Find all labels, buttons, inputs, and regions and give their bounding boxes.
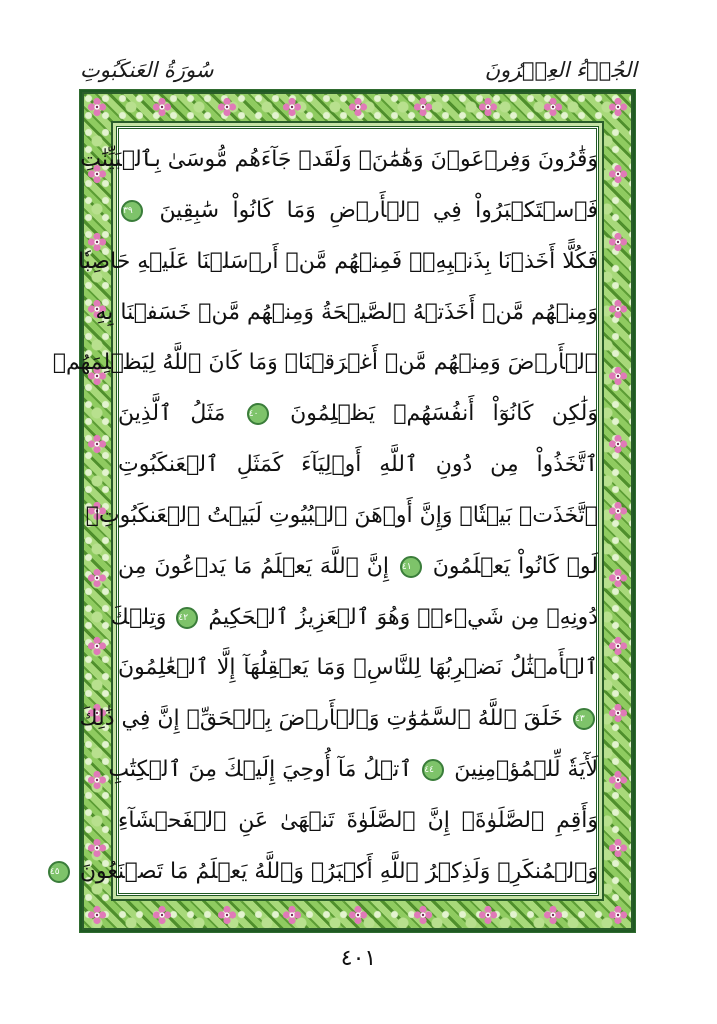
ayah-end-marker-icon — [176, 607, 198, 629]
line-text-after: إِنَّ ٱللَّهَ يَعۡلَمُ مَا يَدۡعُونَ مِن — [118, 553, 389, 579]
ayah-number: ٤٣ — [575, 714, 585, 725]
pink-flower-icon — [608, 838, 628, 858]
verse-line-4 — [95, 293, 598, 333]
ayah-end-marker-icon — [422, 759, 444, 781]
pink-flower-icon — [608, 568, 628, 588]
verse-line-14 — [118, 801, 598, 841]
pink-flower-icon — [608, 366, 628, 386]
line-text: ٱلۡأَرۡضَ وَمِنۡهُم مَّنۡ أَغۡرَقۡنَاۚ وَمَا كَانَ ٱللَّهُ لِيَظۡلِمَهُمۡ — [52, 350, 598, 376]
surah-name: سُورَةُ العَنكَبُوتِ — [80, 58, 214, 82]
pink-flower-icon — [608, 232, 628, 252]
verse-line-9 — [118, 547, 598, 587]
ayah-end-marker-icon — [247, 403, 269, 425]
line-text: وَٱلۡمُنكَرِۗ وَلَذِكۡرُ ٱللَّهِ أَكۡبَرُۗ وَٱللَّهُ يَعۡلَمُ مَا تَصۡنَعُونَ — [79, 858, 598, 884]
ayah-number: ٤١ — [401, 561, 412, 572]
ayah-end-marker-icon — [573, 708, 595, 730]
pink-flower-icon — [217, 905, 237, 925]
pink-flower-icon — [608, 164, 628, 184]
line-text: وَأَقِمِ ٱلصَّلَوٰةَۖ إِنَّ ٱلصَّلَوٰةَ تَنۡهَىٰ عَنِ ٱلۡفَحۡشَآءِ — [118, 807, 598, 833]
pink-flower-icon — [152, 97, 172, 117]
verse-line-5 — [52, 343, 598, 383]
pink-flower-icon — [87, 905, 107, 925]
line-text: لَوۡ كَانُواْ يَعۡلَمُونَ — [432, 553, 598, 579]
juz-name: الجُزۡءُ العِشۡرُونَ — [484, 58, 637, 82]
pink-flower-icon — [152, 905, 172, 925]
line-text-after: ٱتۡلُ مَآ أُوحِيَ إِلَيۡكَ مِنَ ٱلۡكِتَٰبِ — [108, 757, 413, 783]
pink-flower-icon — [608, 703, 628, 723]
ayah-number: ٤٥ — [49, 866, 60, 877]
pink-flower-icon — [608, 299, 628, 319]
line-text: وَلَٰكِن كَانُوٓاْ أَنفُسَهُمۡ يَظۡلِمُونَ — [290, 401, 598, 427]
ayah-number: ٤٢ — [178, 612, 189, 623]
line-text-after: مَثَلُ ٱلَّذِينَ — [118, 401, 226, 427]
verse-line-12 — [79, 699, 598, 739]
verse-line-11 — [118, 648, 598, 688]
pink-flower-icon — [87, 636, 107, 656]
pink-flower-icon — [478, 97, 498, 117]
verse-line-1 — [80, 140, 598, 180]
line-text: وَمِنۡهُم مَّنۡ أَخَذَتۡهُ ٱلصَّيۡحَةُ وَمِنۡهُم مَّنۡ خَسَفۡنَا بِهِ — [95, 299, 598, 325]
pink-flower-icon — [413, 905, 433, 925]
line-text: ٱتَّخَذُواْ مِن دُونِ ٱللَّهِ أَوۡلِيَآءَ كَمَثَلِ ٱلۡعَنكَبُوتِ — [118, 452, 598, 478]
pink-flower-icon — [87, 770, 107, 790]
pink-flower-icon — [608, 905, 628, 925]
ayah-number: ٤٠ — [248, 409, 259, 420]
line-text: فَٱسۡتَكۡبَرُواْ فِي ٱلۡأَرۡضِ وَمَا كَانُواْ سَٰبِقِينَ — [159, 197, 598, 223]
verse-line-6 — [118, 394, 598, 434]
line-text: ٱلۡأَمۡثَٰلُ نَضۡرِبُهَا لِلنَّاسِۖ وَمَا يَعۡقِلُهَآ إِلَّا ٱلۡعَٰلِمُونَ — [118, 655, 598, 681]
pink-flower-icon — [543, 905, 563, 925]
verse-line-2 — [118, 191, 598, 231]
ayah-number: ٣٩ — [123, 205, 133, 216]
pink-flower-icon — [608, 97, 628, 117]
pink-flower-icon — [87, 568, 107, 588]
pink-flower-icon — [543, 97, 563, 117]
line-text: وَقَٰرُونَ وَفِرۡعَوۡنَ وَهَٰمَٰنَۖ وَلَقَدۡ جَآءَهُم مُّوسَىٰ بِٱلۡبَيِّنَٰتِ — [80, 147, 598, 172]
line-text: دُونِهِۦ مِن شَيۡءٖۚ وَهُوَ ٱلۡعَزِيزُ ٱلۡحَكِيمُ — [208, 604, 598, 630]
page-header — [80, 52, 637, 88]
pink-flower-icon — [608, 770, 628, 790]
pink-flower-icon — [348, 905, 368, 925]
line-text: لَأٓيَةٗ لِّلۡمُؤۡمِنِينَ — [454, 757, 598, 783]
pink-flower-icon — [282, 97, 302, 117]
line-text-after: خَلَقَ ٱللَّهُ ٱلسَّمَٰوَٰتِ وَٱلۡأَرۡضَ بِٱلۡحَقِّۚ إِنَّ فِي ذَٰلِكَ — [79, 706, 563, 732]
verse-line-3 — [77, 242, 598, 282]
pink-flower-icon — [608, 501, 628, 521]
pink-flower-icon — [87, 434, 107, 454]
pink-flower-icon — [348, 97, 368, 117]
verse-line-13 — [108, 750, 598, 790]
ayah-end-marker-icon — [48, 861, 70, 883]
pink-flower-icon — [478, 905, 498, 925]
quran-text — [49, 140, 598, 892]
ayah-end-marker-icon — [121, 200, 143, 222]
pink-flower-icon — [413, 97, 433, 117]
pink-flower-icon — [608, 636, 628, 656]
page-number: ٤٠١ — [340, 946, 377, 971]
pink-flower-icon — [87, 97, 107, 117]
line-text: ٱتَّخَذَتۡ بَيۡتٗاۖ وَإِنَّ أَوۡهَنَ ٱلۡبُيُوتِ لَبَيۡتُ ٱلۡعَنكَبُوتِۚ — [85, 502, 598, 528]
verse-line-8 — [85, 496, 598, 536]
line-text: فَكُلًّا أَخَذۡنَا بِذَنۢبِهِۦۖ فَمِنۡهُم مَّنۡ أَرۡسَلۡنَا عَلَيۡهِ حَاصِبٗا — [77, 248, 598, 274]
pink-flower-icon — [217, 97, 237, 117]
ayah-number: ٤٤ — [424, 765, 434, 776]
verse-line-10 — [110, 598, 598, 638]
ayah-end-marker-icon — [400, 556, 422, 578]
line-text-after: وَتِلۡكَ — [110, 604, 167, 630]
pink-flower-icon — [282, 905, 302, 925]
verse-line-7 — [118, 445, 598, 485]
pink-flower-icon — [608, 434, 628, 454]
verse-line-15 — [49, 852, 598, 892]
